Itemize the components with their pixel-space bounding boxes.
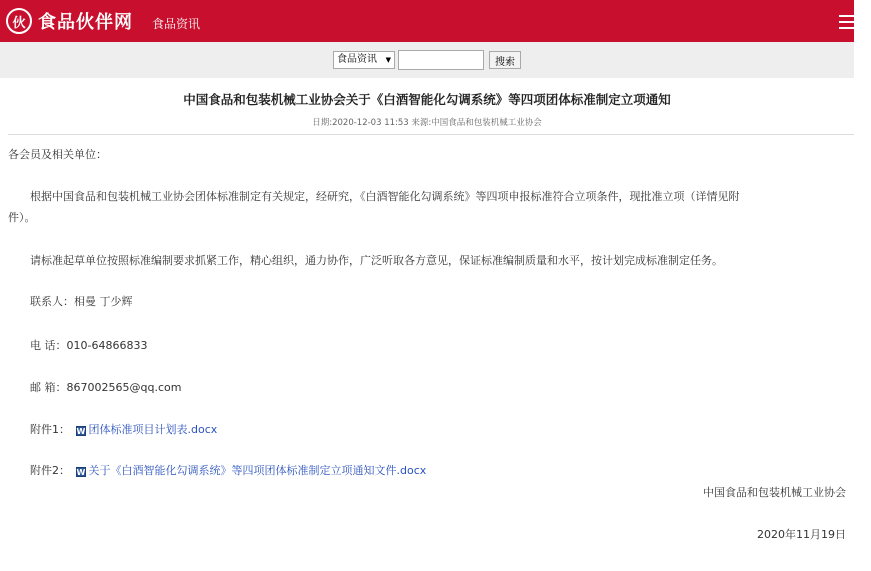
paragraph-1-line-1: 根据中国食品和包装机械工业协会团体标准制定有关规定，经研究，《白酒智能化勾调系统》等四项申报标准符合立项条件，现批准立项（详情见附 xyxy=(30,190,740,203)
paragraph-2: 请标准起草单位按照标准编制要求抓紧工作，精心组织，通力协作，广泛听取各方意见，保证标准编制质量和水平，按计划完成标准制定任务。 xyxy=(30,254,723,267)
paragraph-1-line-2: 件）。 xyxy=(8,211,36,224)
word-doc-icon: W xyxy=(76,468,86,477)
contact-person: 联系人：相曼 丁少辉 xyxy=(30,295,133,308)
hamburger-menu-icon[interactable] xyxy=(839,15,854,29)
attachment-1-link[interactable]: 团体标准项目计划表.docx xyxy=(88,423,218,436)
greeting: 各会员及相关单位： xyxy=(8,148,107,161)
logo-icon: 伙 xyxy=(6,8,32,34)
logo-text: 食品伙伴网 xyxy=(38,12,133,33)
search-bar xyxy=(0,42,854,78)
search-input[interactable] xyxy=(398,50,484,70)
attachment-2 xyxy=(30,461,426,481)
category-select[interactable] xyxy=(333,51,395,69)
article-meta: 日期:2020-12-03 11:53 来源:中国食品和包装机械工业协会 xyxy=(312,118,542,128)
attachment-1-label: 附件1： xyxy=(30,423,70,436)
divider xyxy=(8,134,854,135)
search-button[interactable]: 搜索 xyxy=(489,51,521,69)
email-address: 邮 箱：867002565@qq.com xyxy=(30,381,182,394)
attachment-2-link[interactable]: 关于《白酒智能化勾调系统》等四项团体标准制定立项通知文件.docx xyxy=(88,464,427,477)
word-doc-icon: W xyxy=(76,427,86,436)
attachment-1 xyxy=(30,420,217,440)
nav-link-food-news[interactable]: 食品资讯 xyxy=(152,17,201,31)
site-logo[interactable] xyxy=(6,8,133,34)
article-title: 中国食品和包装机械工业协会关于《白酒智能化勾调系统》等四项团体标准制定立项通知 xyxy=(183,92,671,107)
dropdown-caret-icon: ▼ xyxy=(385,56,391,64)
phone-number: 电 话：010-64866833 xyxy=(30,339,148,352)
signature: 中国食品和包装机械工业协会 xyxy=(703,486,846,499)
category-select-value: 食品资讯 xyxy=(337,54,377,65)
attachment-2-label: 附件2： xyxy=(30,464,70,477)
top-bar xyxy=(0,0,854,42)
issue-date: 2020年11月19日 xyxy=(757,528,846,541)
